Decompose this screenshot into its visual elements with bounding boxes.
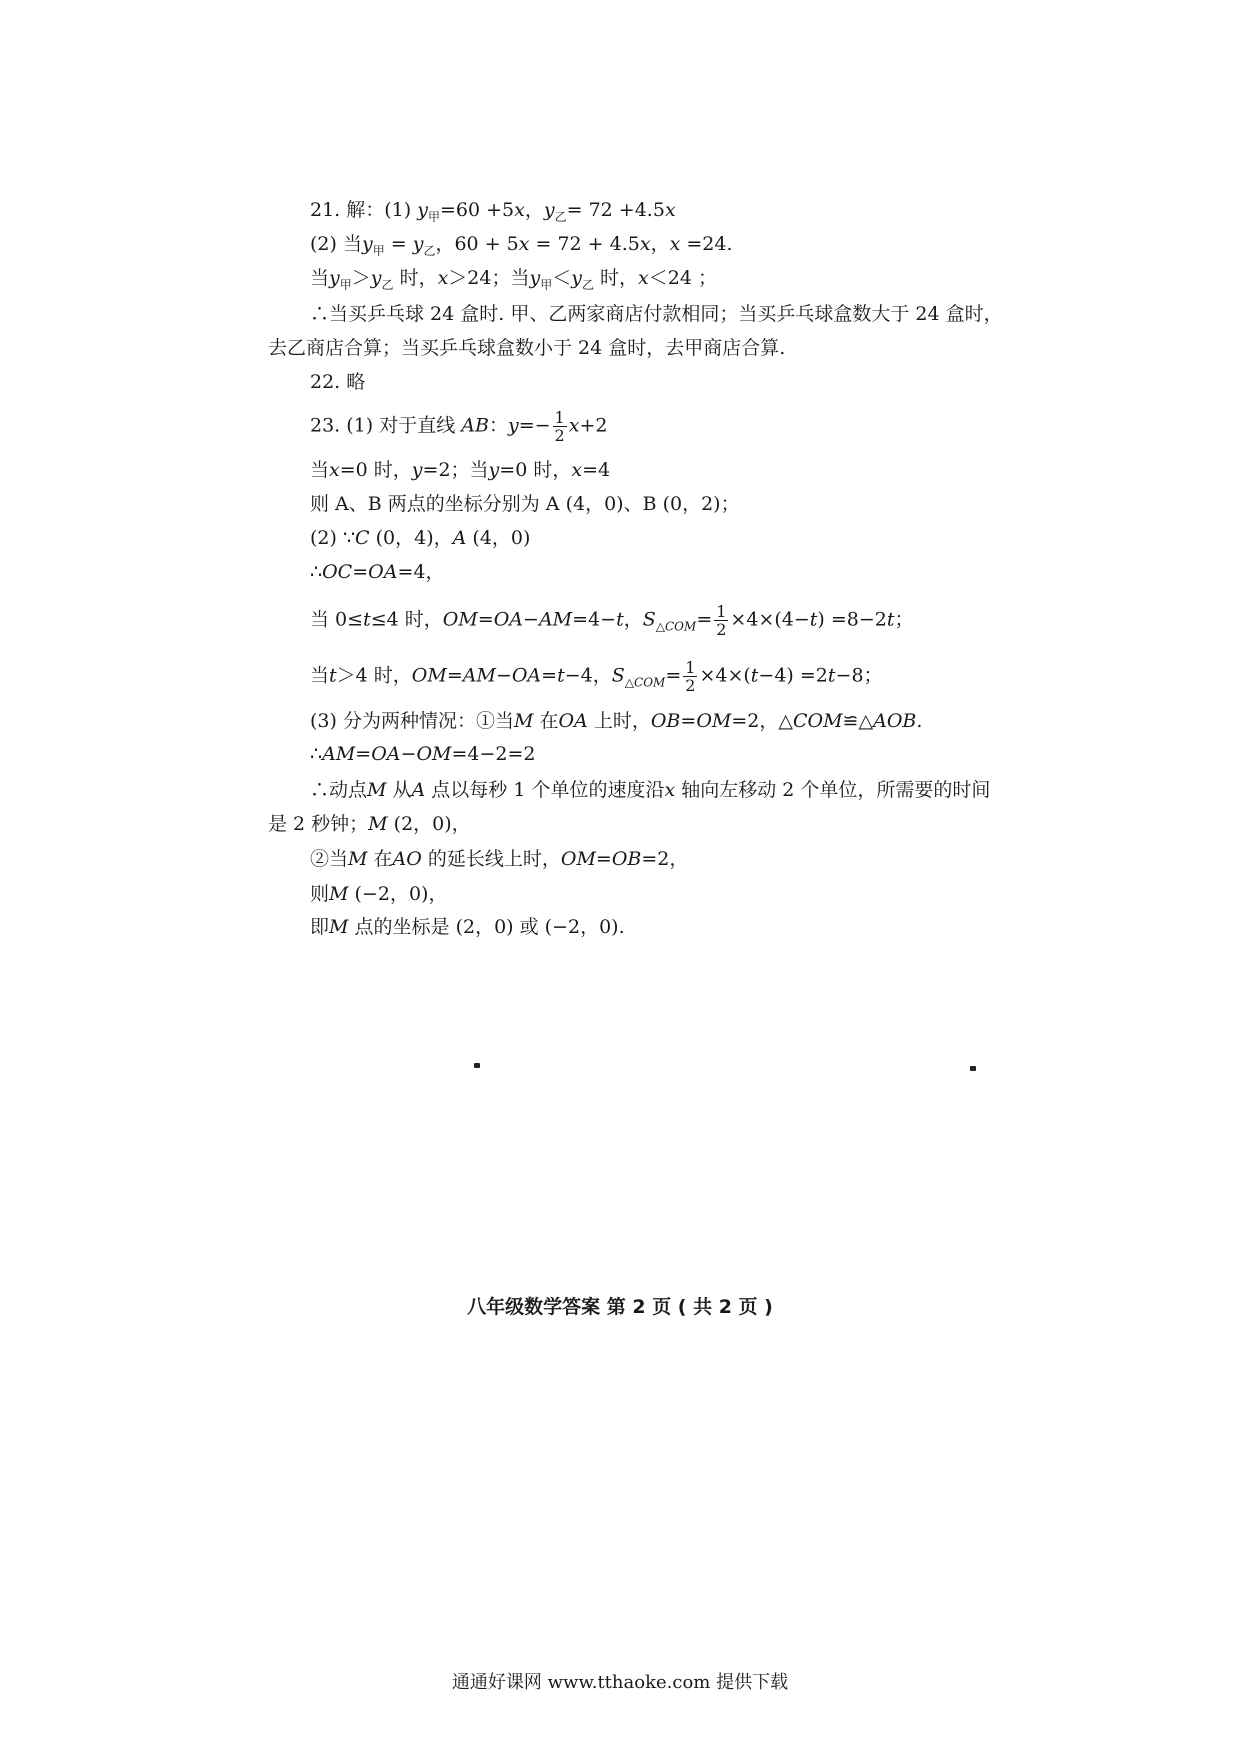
text: 点以每秒 1 个单位的速度沿 <box>425 779 665 801</box>
q21-line-3 <box>310 264 717 299</box>
text: (2，0)， <box>387 813 471 835</box>
point-a: A <box>411 779 426 801</box>
area-s: S <box>611 664 625 687</box>
download-watermark: 通通好课网 www.tthaoke.com 提供下载 <box>451 1672 789 1693</box>
q21-line-1 <box>310 196 676 231</box>
text: −4， <box>564 664 612 687</box>
seg-oa: OA <box>371 743 401 765</box>
q23-line-14 <box>310 913 625 941</box>
text: =0 时， <box>499 459 572 481</box>
q23-line-5 <box>310 558 444 586</box>
area-s: S <box>642 608 656 631</box>
expr: ，60 + 5 <box>435 233 519 255</box>
var-t: t <box>750 664 759 687</box>
text: = <box>355 743 372 765</box>
text: ) =8−2 <box>817 608 887 631</box>
scan-speck <box>474 1063 480 1068</box>
expr: =24. <box>680 233 733 255</box>
seg-ao: AO <box>392 848 422 870</box>
fraction <box>714 603 728 638</box>
text: =4 <box>582 459 611 481</box>
q22-line: 22. 略 <box>310 371 366 393</box>
denominator: 2 <box>716 620 727 639</box>
q21-line-4: ∴当买乒乓球 24 盒时. 甲、乙两家商店付款相同；当买乒乓球盒数大于 24 盒时， <box>310 303 1003 325</box>
var-x: x <box>664 199 676 221</box>
numerator: 1 <box>554 408 565 427</box>
page-footer: 八年级数学答案 第 2 页 ( 共 2 页 ) <box>467 1296 773 1318</box>
expr: = 72 + 4.5 <box>529 233 640 255</box>
text: (4，0) <box>466 527 531 549</box>
sub: △COM <box>624 675 666 690</box>
seg-om: OM <box>696 710 732 732</box>
var-y: y <box>488 459 500 481</box>
text: ＞24；当 <box>448 267 530 289</box>
point-m: M <box>367 779 387 801</box>
q23-line-11 <box>268 810 471 838</box>
numerator: 1 <box>716 602 727 621</box>
text: ≤4 时， <box>370 608 443 631</box>
var-y: y <box>507 414 519 437</box>
var-x: x <box>329 459 340 481</box>
text: ∴动点 <box>310 779 368 801</box>
text: = <box>595 848 612 870</box>
sub-jia: 甲 <box>372 243 385 258</box>
seg-oa: OA <box>493 608 524 631</box>
q23-line-1 <box>310 409 607 444</box>
sub-yi: 乙 <box>423 243 436 258</box>
text: ②当 <box>310 848 349 870</box>
triangle-com: COM <box>792 710 843 732</box>
y-yi: y <box>412 233 424 255</box>
seg-om: OM <box>416 743 452 765</box>
text: (−2，0)， <box>348 883 448 905</box>
point-c: C <box>355 527 370 549</box>
var-x: x <box>638 267 649 289</box>
sub-yi: 乙 <box>554 209 567 224</box>
text: ∴ <box>310 743 323 765</box>
sub: 甲 <box>540 277 553 292</box>
line-ab: AB <box>461 414 489 437</box>
y-yi: y <box>543 199 555 221</box>
var-y: y <box>571 267 582 289</box>
text: 当 0≤ <box>310 608 364 631</box>
text: 当 <box>310 267 330 289</box>
text: ， <box>623 608 643 631</box>
seg-am: AM <box>538 608 573 631</box>
text: +2 <box>579 414 608 437</box>
expr: = <box>384 233 413 255</box>
seg-oa: OA <box>558 710 588 732</box>
q23-line-12 <box>310 845 688 873</box>
text: 当 <box>310 664 330 687</box>
text: 时， <box>594 267 639 289</box>
seg-om: OM <box>411 664 447 687</box>
seg-oa: OA <box>368 561 398 583</box>
point-m: M <box>329 883 349 905</box>
text: 即 <box>310 916 330 938</box>
point-m: M <box>513 710 534 732</box>
point-a: A <box>452 527 467 549</box>
var-y: y <box>329 267 340 289</box>
q23-line-7 <box>310 659 883 696</box>
var-x: x <box>664 779 676 801</box>
text: −8； <box>835 664 883 687</box>
text: ×4×( <box>699 664 751 687</box>
text: 是 2 秒钟； <box>268 813 369 835</box>
var-x: x <box>568 414 580 437</box>
q23-line-2 <box>310 456 610 484</box>
expr: = 72 +4.5 <box>566 199 665 221</box>
text: = <box>680 710 697 732</box>
text: 在 <box>533 710 559 732</box>
sub: △COM <box>655 619 697 634</box>
text: = <box>352 561 369 583</box>
q21-label: 解：(1) <box>346 199 412 221</box>
var-t: t <box>329 664 337 687</box>
sub-jia: 甲 <box>427 209 440 224</box>
text: =− <box>518 414 551 437</box>
seg-ob: OB <box>650 710 681 732</box>
numerator: 1 <box>685 658 696 677</box>
text: = <box>665 664 682 687</box>
text: ≌△ <box>842 710 874 732</box>
text: ×4×(4− <box>730 608 810 631</box>
text: = <box>541 664 558 687</box>
text: (3) 分为两种情况：①当 <box>310 710 514 732</box>
var-x: x <box>514 199 525 221</box>
text: 点的坐标是 (2，0) 或 (−2，0). <box>348 916 625 938</box>
y-jia: y <box>361 233 373 255</box>
text: 时， <box>393 267 438 289</box>
y-jia: y <box>417 199 428 221</box>
point-m: M <box>368 813 388 835</box>
seg-om: OM <box>560 848 596 870</box>
triangle-aob: AOB <box>873 710 917 732</box>
seg-oc: OC <box>322 561 353 583</box>
text: = <box>477 608 494 631</box>
text: =2， <box>641 848 689 870</box>
text: ＞ <box>351 267 371 289</box>
text: 轴向左移动 2 个单位，所需要的时间 <box>675 779 991 801</box>
text: − <box>523 608 539 631</box>
q23-line-8 <box>310 707 922 735</box>
text: =0 时， <box>339 459 412 481</box>
q21-line-5: 去乙商店合算；当买乒乓球盒数小于 24 盒时，去甲商店合算. <box>268 337 786 359</box>
text: 则 <box>310 883 330 905</box>
denominator: 2 <box>685 676 696 695</box>
text: −4) =2 <box>758 664 828 687</box>
text: =2；当 <box>422 459 489 481</box>
q23-line-13 <box>310 880 447 908</box>
text: 23. (1) 对于直线 <box>310 414 456 437</box>
text: =2，△ <box>731 710 793 732</box>
var-t: t <box>827 664 836 687</box>
point-m: M <box>329 916 349 938</box>
var-y: y <box>529 267 541 289</box>
text: 的延长线上时， <box>421 848 561 870</box>
sub: 乙 <box>381 277 394 292</box>
var-y: y <box>411 459 423 481</box>
text: 从 <box>386 779 412 801</box>
var-t: t <box>616 608 624 631</box>
denominator: 2 <box>554 426 565 445</box>
var-x: x <box>571 459 583 481</box>
text: =4， <box>397 561 445 583</box>
text: ∴ <box>310 561 323 583</box>
text: =4− <box>572 608 617 631</box>
seg-am: AM <box>462 664 496 687</box>
expr: =60 +5 <box>439 199 515 221</box>
q23-line-9 <box>310 740 536 768</box>
q23-line-6 <box>310 603 914 640</box>
scan-speck <box>970 1066 976 1071</box>
seg-am: AM <box>322 743 356 765</box>
q21-number: 21. <box>310 199 341 221</box>
text: ＞4 时， <box>336 664 412 687</box>
text: = <box>696 608 713 631</box>
fraction <box>553 409 567 444</box>
text: = <box>446 664 463 687</box>
var-t: t <box>809 608 818 631</box>
text: =4−2=2 <box>451 743 536 765</box>
q23-line-4 <box>310 524 530 552</box>
seg-oa: OA <box>511 664 542 687</box>
var-t: t <box>886 608 895 631</box>
text: . <box>916 710 923 732</box>
text: 当 <box>310 459 330 481</box>
comma: ， <box>650 233 670 255</box>
sub: 甲 <box>339 277 352 292</box>
var-t: t <box>557 664 565 687</box>
var-x: x <box>437 267 449 289</box>
var-x: x <box>639 233 651 255</box>
point-m: M <box>348 848 368 870</box>
seg-ob: OB <box>611 848 642 870</box>
text: − <box>495 664 512 687</box>
text: 在 <box>367 848 393 870</box>
q23-line-10 <box>310 776 990 804</box>
text: ＜24 ； <box>648 267 717 289</box>
var-x: x <box>669 233 681 255</box>
comma: ， <box>524 199 544 221</box>
sub: 乙 <box>581 277 594 292</box>
var-y: y <box>370 267 382 289</box>
text: ； <box>894 608 914 631</box>
seg-om: OM <box>442 608 478 631</box>
text: (2) 当 <box>310 233 362 255</box>
var-x: x <box>518 233 530 255</box>
q21-line-2 <box>310 230 733 265</box>
q23-line-3: 则 A、B 两点的坐标分别为 A (4，0)、B (0，2)； <box>310 493 740 515</box>
text: − <box>400 743 417 765</box>
text: (2) ∵ <box>310 527 356 549</box>
var-t: t <box>363 608 371 631</box>
text: ＜ <box>552 267 572 289</box>
text: (0，4)， <box>369 527 453 549</box>
text: ： <box>488 414 508 437</box>
fraction <box>683 659 697 694</box>
text: 上时， <box>587 710 651 732</box>
